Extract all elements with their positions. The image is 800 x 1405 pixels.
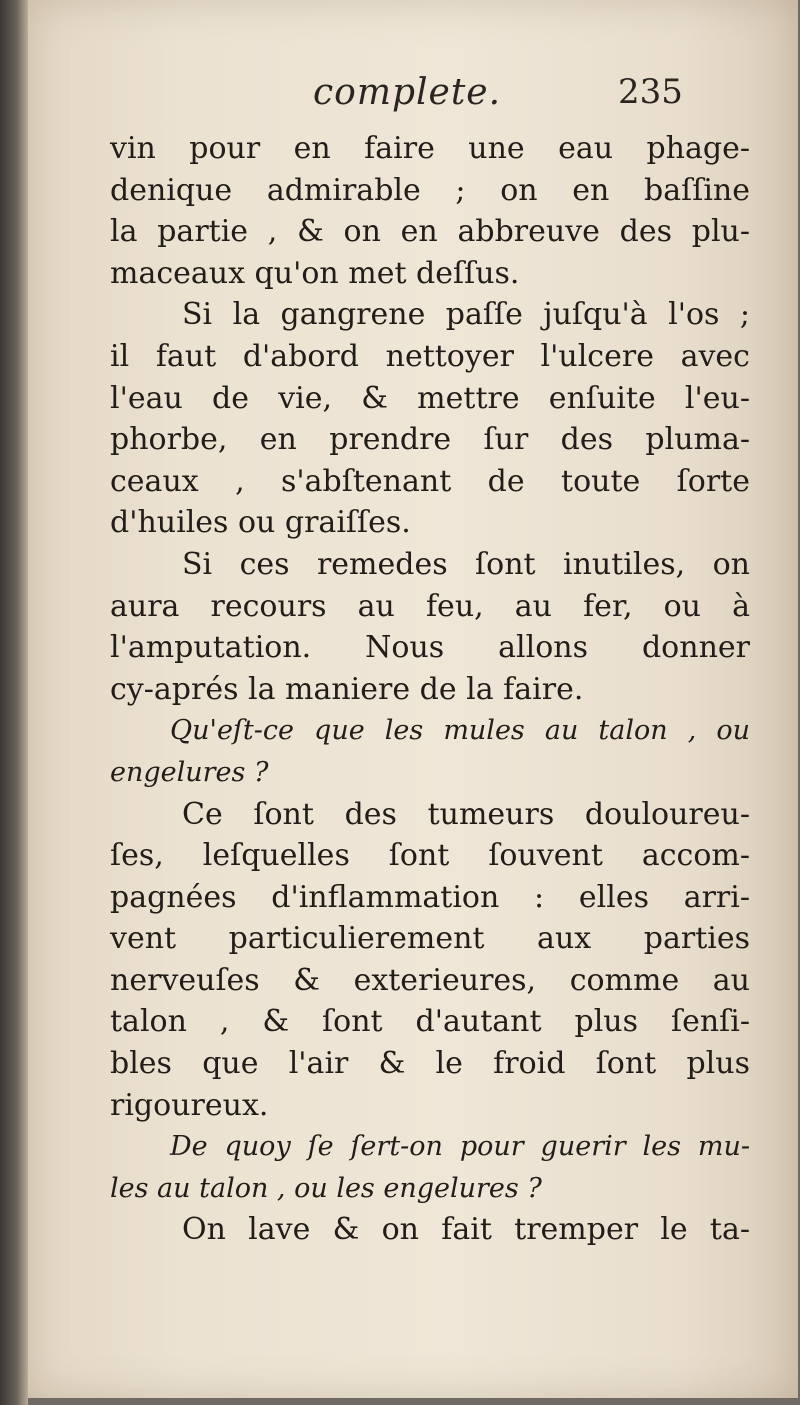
question-line: Qu'eſt-ce que les mules au talon , ou [170,715,750,747]
text-line: l'amputation. Nous allons donner [110,630,750,666]
text-line: vent particulierement aux parties [110,921,750,957]
text-line: d'huiles ou graiſſes. [110,505,411,541]
text-line: bles que l'air & le froid ſont plus [110,1046,750,1082]
text-line: phorbe, en prendre ſur des pluma- [110,422,750,458]
text-line: il faut d'abord nettoyer l'ulcere avec [110,338,750,374]
text-line: denique admirable ; on en baſſine [110,172,750,208]
running-head: complete. [313,72,502,113]
text-line: l'eau de vie, & mettre enſuite l'eu- [110,380,750,416]
text-line: Si ces remedes ſont inutiles, on [182,546,750,582]
text-line: maceaux qu'on met deſſus. [110,255,520,291]
text-line: nerveuſes & exterieures, comme au [110,962,750,998]
book-gutter-edge [0,0,28,1405]
body-text [110,128,750,1251]
question-line: les au talon , ou les engelures ? [110,1172,542,1204]
book-page [28,0,798,1398]
question-line: engelures ? [110,756,269,788]
text-line: cy-aprés la maniere de la faire. [110,671,584,707]
text-line: talon , & ſont d'autant plus ſenſi- [110,1004,750,1040]
text-line: aura recours au feu, au fer, ou à [110,588,750,624]
page-header [28,72,798,122]
text-line: vin pour en faire une eau phage- [110,131,750,166]
text-line: ceaux , s'abſtenant de toute ſorte [110,463,750,499]
text-line: la partie , & on en abbreuve des plu- [110,214,750,250]
page-number: 235 [618,72,683,112]
text-line: On lave & on fait tremper le ta- [182,1212,750,1248]
text-line: rigoureux. [110,1087,269,1123]
question-line: De quoy ſe ſert-on pour guerir les mu- [170,1131,750,1163]
text-line: Ce ſont des tumeurs douloureu- [182,796,750,832]
text-line: pagnées d'inflammation : elles arri- [110,879,750,915]
text-line: Si la gangrene paſſe juſqu'à l'os ; [182,297,750,333]
text-line: ſes, leſquelles ſont ſouvent accom- [110,838,750,874]
